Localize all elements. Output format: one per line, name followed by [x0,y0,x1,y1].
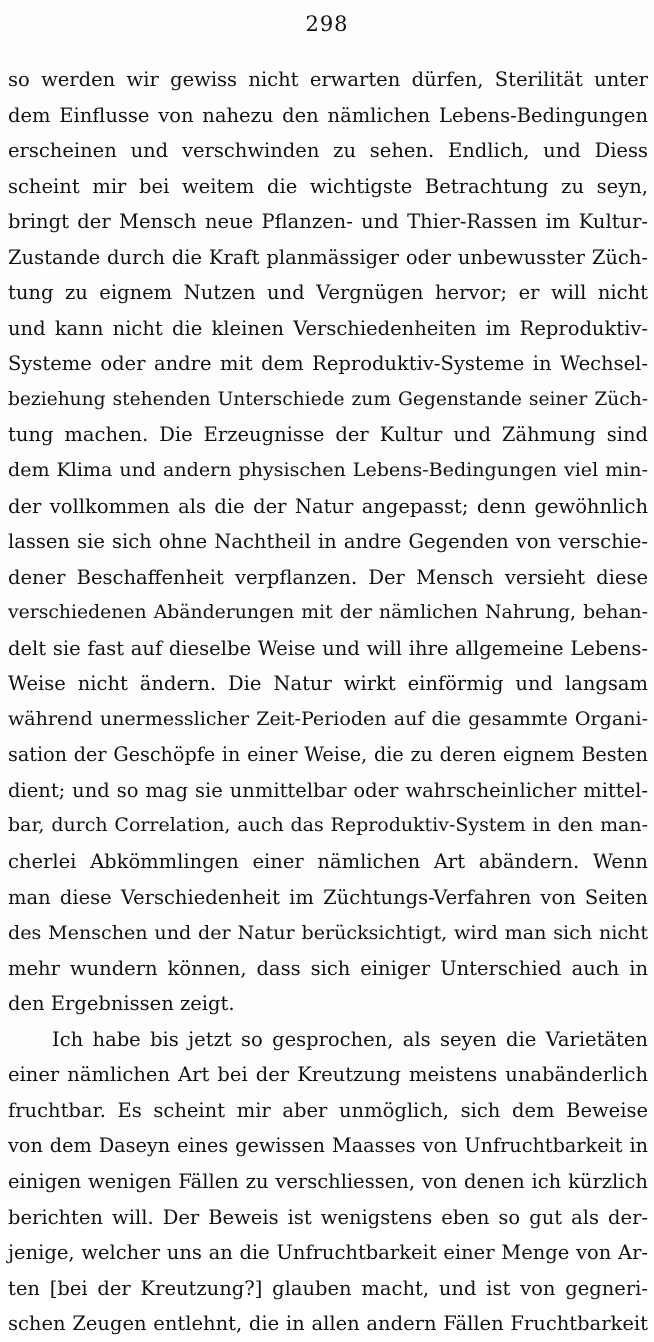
text-line: man diese Verschiedenheit im Züchtungs-Verfahren von Seiten [8,885,648,909]
text-line: und kann nicht die kleinen Verschiedenheiten im Reproduktiv- [8,316,648,340]
text-line: cherlei Abkömmlingen einer nämlichen Art abändern. Wenn [8,850,648,874]
text-line: des Menschen und der Natur berücksichtigt, wird man sich nicht [8,921,648,945]
text-line: scheint mir bei weitem die wichtigste Betrachtung zu seyn, [8,174,648,198]
text-line: delt sie fast auf dieselbe Weise und will ihre allgemeine Lebens- [8,636,648,660]
text-line: tung zu eignem Nutzen und Vergnügen hervor; er will nicht [8,281,648,305]
text-line: dem Einflusse von nahezu den nämlichen Lebens-Bedingungen [8,103,648,127]
text-line: erscheinen und verschwinden zu sehen. Endlich, und Diess [8,139,648,163]
text-line: Zustande durch die Kraft planmässiger oder unbewusster Züch- [8,245,648,269]
text-line: beziehung stehenden Unterschiede zum Gegenstande seiner Züch- [8,388,648,410]
body-text [8,62,648,1342]
text-line: jenige, welcher uns an die Unfruchtbarkeit einer Menge von Ar- [8,1241,648,1265]
text-line: sation der Geschöpfe in einer Weise, die zu deren eignem Besten [8,743,648,767]
paragraph-end-line: den Ergebnissen zeigt. [8,992,235,1016]
page-number: 298 [305,12,349,36]
text-line: verschiedenen Abänderungen mit der nämlichen Nahrung, behan- [8,602,648,624]
text-line: dem Klima und andern physischen Lebens-Bedingungen viel min- [8,459,648,482]
text-line: fruchtbar. Es scheint mir aber unmöglich, sich dem Beweise [8,1098,648,1122]
text-line: Systeme oder andre mit dem Reproduktiv-Systeme in Wechsel- [8,352,648,376]
text-line: bar, durch Correlation, auch das Reproduktiv-System in den man- [8,814,648,837]
text-line: der vollkommen als die der Natur angepasst; denn gewöhnlich [8,494,648,518]
text-line: während unermesslicher Zeit-Perioden auf die gesammte Organi- [8,707,648,730]
text-line: bringt der Mensch neue Pflanzen- und Thier-Rassen im Kultur- [8,210,648,234]
text-line: berichten will. Der Beweis ist wenigstens eben so gut als der- [8,1205,648,1229]
text-line: dient; und so mag sie unmittelbar oder wahrscheinlicher mittel- [8,778,648,802]
text-line: lassen sie sich ohne Nachtheil in andre Gegenden von verschie- [8,530,648,554]
text-line: dener Beschaffenheit verpflanzen. Der Mensch versieht diese [8,565,648,589]
text-line: tung machen. Die Erzeugnisse der Kultur und Zähmung sind [8,423,648,447]
text-line: Weise nicht ändern. Die Natur wirkt einförmig und langsam [8,672,648,696]
text-line: einigen wenigen Fällen zu verschliessen, von denen ich kürzlich [8,1169,648,1193]
text-line: einer nämlichen Art bei der Kreutzung meistens unabänderlich [8,1063,648,1087]
text-line: schen Zeugen entlehnt, die in allen andern Fällen Fruchtbarkeit [8,1312,648,1336]
text-line: ten [bei der Kreutzung?] glauben macht, und ist von gegneri- [8,1276,648,1300]
paragraph-start-line: Ich habe bis jetzt so gesprochen, als seyen die Varietäten [52,1027,648,1051]
text-line: so werden wir gewiss nicht erwarten dürfen, Sterilität unter [8,68,648,91]
text-line: von dem Daseyn eines gewissen Maasses von Unfruchtbarkeit in [8,1134,648,1158]
text-line: mehr wundern können, dass sich einiger Unterschied auch in [8,956,648,980]
